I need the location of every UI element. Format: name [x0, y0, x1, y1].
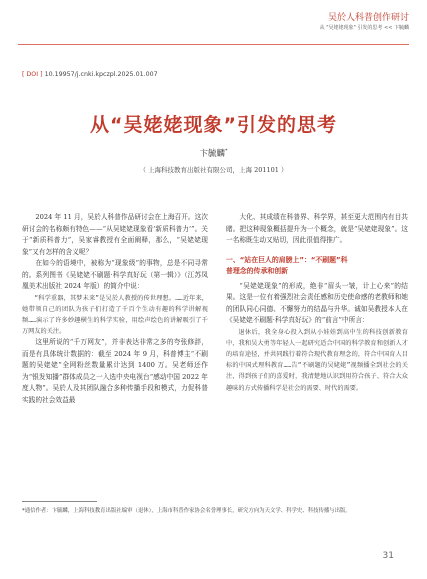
- article-title: 从“吴姥姥现象”引发的思考: [90, 114, 337, 136]
- left-column: [22, 212, 208, 406]
- header-divider: [18, 44, 409, 45]
- block-quote: 退休后，我全身心投入到从小娃娃到高中生的科技创新教育中，我和吴大勇等年轻人一起研究适合中国的科学教育和创新人才的培育途径，并共同践行着符合现代教育理念的，符合中国育人目标的中国式理科教育……告“不刷题的吴姥姥”视频播全到社会的关注，得到孩子们的喜爱时，我清楚地认识到用符合孩子、符合大众趣味的方式传播科学是社会的需要、时代的需要。: [226, 328, 408, 392]
- section-heading-line-2: 普理念的传承和创新: [226, 266, 289, 275]
- author-line: [0, 147, 427, 159]
- paragraph: 大化、其成绩在科普界、科学界，甚至更大范围内有目共睹。把这种现象概括提升为一个概念，就是“吴姥姥现象”。这一名称既生动又贴切，因此很值得推广。: [226, 213, 408, 244]
- page-number: 31: [382, 551, 394, 561]
- paragraph: “吴姥姥现象”的形成，绝非“眉头一皱，计上心来”的结果。这是一位有着强烈社会责任感和历史使命感的老教师和她的团队同心同德、不懈努力的结晶与升华。诚如吴教授本人在《吴姥姥不刷题·科学真好玩》的“前言”中所言：: [226, 281, 408, 324]
- footnote-divider: [22, 501, 97, 502]
- right-column: [226, 212, 408, 394]
- section-heading: [226, 255, 408, 277]
- author-name: 卞毓麟: [199, 149, 225, 159]
- paragraph: 2024 年 11 月，吴於人科普作品研讨会在上海召开。这次研讨会的名称颇有特色——“从吴姥姥现象看‘新质科普力’”。关于“新质科普力”，吴家睿教授有全面阐释，那么，“吴姥姥现象”又有怎样的含义呢？: [22, 213, 208, 256]
- doi-value[interactable]: 10.19957/j.cnki.kpczpl.2025.01.007: [44, 71, 158, 78]
- doi-line: [22, 71, 158, 78]
- running-header-subtitle: 从 "吴姥姥现象" 引发的思考 << 卞毓麟: [319, 25, 409, 31]
- footnote: *通信作者：卞毓麟，上海科技教育出版社编审（退休），上海市科普作家协会名誉理事长，研究方向为天文学、科学史、科技传播与出版。: [22, 508, 351, 514]
- column-name: 吴於人科普创作研讨: [327, 13, 409, 23]
- affiliation: （ 上海科技教育出版社有限公司，上海 201101 ）: [139, 166, 288, 174]
- block-quote: “科学重器，其梦未来”是吴於人教授的传世理想。……近年来，她带领自己的团队为孩子们打造了千百个生动有趣的科学讲解视频……演示了许多妙趣横生的科学实验，用绘声绘色的讲解吸引了千万网友的关注。: [22, 294, 208, 336]
- running-header: [320, 12, 409, 32]
- doi-tag: [ DOI ]: [22, 71, 43, 78]
- section-heading-line-1: 一、“站在巨人的肩膀上”：“不刷题”科: [226, 255, 348, 264]
- paragraph: 这里所说的“千万网友”，并非表达非常之多的夸张修辞，而是有具体统计数据的：截至 2024 年 9 月，科普博主“不刷题的吴姥姥”全网粉丝数量累计达到 1400 万。吴老师还作为“银发知播”群体成员之一入选中央电视台“感动中国 2022 年度人物”。吴於人及其团队融合多种传播手段和模式，力促科普实践的社会效益最: [22, 338, 208, 404]
- paragraph: 在如今的语境中，被称为“现象级”的事物，总是不同寻常的。系列图书《吴姥姥不刷题·科学真好玩（第一辑）》（江苏凤凰美术出版社 2024 年版）的简介中说：: [22, 259, 208, 290]
- author-footnote-mark: *: [225, 148, 228, 155]
